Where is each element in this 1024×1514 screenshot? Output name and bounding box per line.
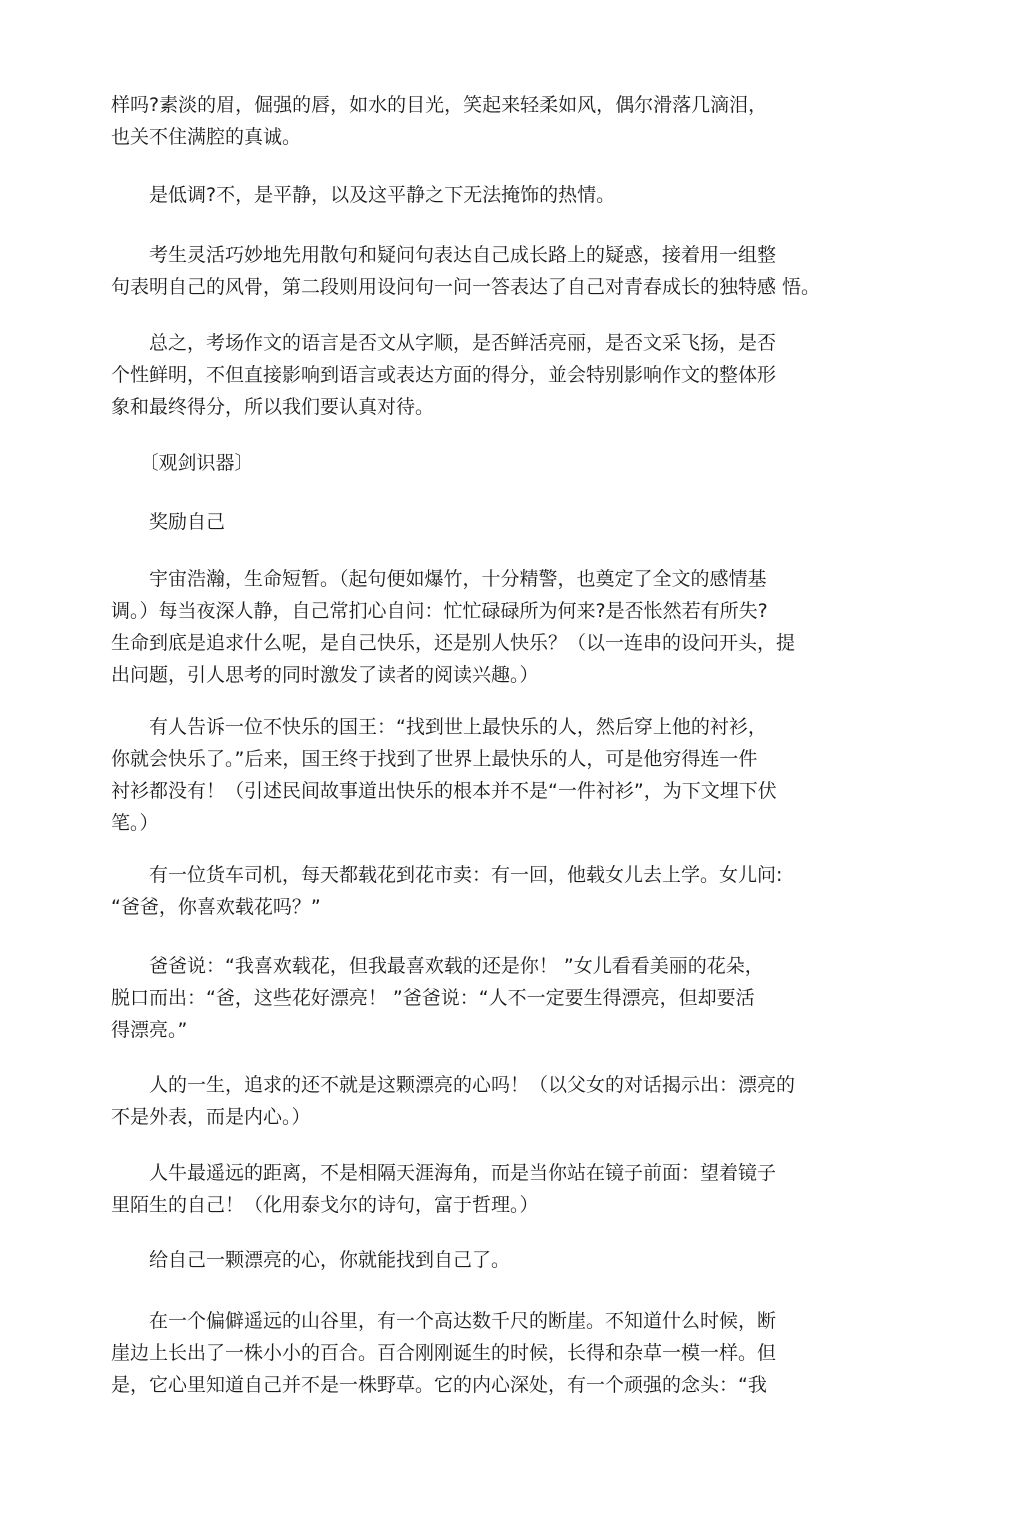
text-line: 得漂亮。” bbox=[111, 1019, 188, 1041]
paragraph bbox=[111, 711, 901, 839]
paragraph bbox=[111, 89, 901, 153]
essay-title: 奖励自己 bbox=[111, 511, 226, 533]
paragraph bbox=[111, 859, 901, 923]
paragraph bbox=[111, 1244, 901, 1276]
text-line: 里陌生的自己！（化用泰戈尔的诗句，富于哲理。） bbox=[111, 1194, 539, 1216]
text-line: 个性鲜明，不但直接影响到语言或表达方面的得分，並会特别影响作文的整体形 bbox=[111, 364, 777, 386]
text-line: 有人告诉一位不快乐的国王：“找到世上最快乐的人，然后穿上他的衬衫， bbox=[111, 716, 767, 738]
text-line: 调。）每当夜深人静，自己常扪心自问：忙忙碌碌所为何来?是否怅然若有所失? bbox=[111, 600, 768, 622]
text-line: 笔。） bbox=[111, 812, 159, 834]
text-line: 总之，考场作文的语言是否文从字顺，是否鲜活亮丽，是否文采飞扬，是否 bbox=[111, 332, 777, 354]
text-line: “爸爸，你喜欢载花吗？” bbox=[111, 896, 321, 918]
text-line: 是低调?不，是平静，以及这平静之下无法掩饰的热情。 bbox=[111, 184, 616, 206]
text-line: 有一位货车司机，每天都载花到花市卖：有一回，他载女儿去上学。女儿问: bbox=[111, 864, 783, 886]
paragraph bbox=[111, 327, 901, 423]
text-line: 象和最终得分，所以我们要认真对待。 bbox=[111, 396, 435, 418]
text-line: 你就会快乐了。”后来，国王终于找到了世界上最快乐的人，可是他穷得连一件 bbox=[111, 748, 758, 770]
paragraph bbox=[111, 1305, 901, 1401]
text-line: 衬衫都没有！（引述民间故事道出快乐的根本并不是“一件衬衫”，为下文埋下伏 bbox=[111, 780, 777, 802]
paragraph bbox=[111, 1069, 901, 1133]
paragraph bbox=[111, 563, 901, 691]
text-line: 出问题，引人思考的同时激发了读者的阅读兴趣。） bbox=[111, 664, 539, 686]
text-line: 样吗?素淡的眉，倔强的唇，如水的目光，笑起来轻柔如风，偶尔滑落几滴泪， bbox=[111, 94, 768, 116]
text-line: 生命到底是追求什么呢，是自己快乐，还是别人快乐？（以一连串的设问开头，提 bbox=[111, 632, 796, 654]
paragraph bbox=[111, 179, 901, 211]
paragraph bbox=[111, 239, 901, 303]
text-line: 宇宙浩瀚，生命短暂。（起句便如爆竹，十分精警，也奠定了全文的感情基 bbox=[111, 568, 767, 590]
text-line: 人的一生，追求的还不就是这颗漂亮的心吗！（以父女的对话揭示出：漂亮的 bbox=[111, 1074, 796, 1096]
text-line: 也关不住满腔的真诚。 bbox=[111, 126, 302, 148]
text-line: 崖边上长出了一株小小的百合。百合刚刚诞生的时候，长得和杂草一模一样。但 bbox=[111, 1342, 777, 1364]
text-line: 不是外表，而是内心。） bbox=[111, 1106, 311, 1128]
paragraph bbox=[111, 950, 901, 1046]
paragraph bbox=[111, 506, 901, 538]
text-line: 人牛最遥远的距离，不是相隔天涯海角，而是当你站在镜子前面：望着镜子 bbox=[111, 1162, 777, 1184]
text-line: 爸爸说：“我喜欢载花，但我最喜欢载的还是你！ ”女儿看看美丽的花朵， bbox=[111, 955, 764, 977]
text-line: 脱口而出：“爸，这些花好漂亮！ ”爸爸说：“人不一定要生得漂亮，但却要活 bbox=[111, 987, 755, 1009]
paragraph bbox=[111, 447, 901, 479]
text-line: 句表明自己的风骨，第二段则用设问句一问一答表达了自己对青春成长的独特感 悟。 bbox=[111, 276, 821, 298]
paragraph bbox=[111, 1157, 901, 1221]
text-line: 在一个偏僻遥远的山谷里，有一个高达数千尺的断崖。不知道什么时候，断 bbox=[111, 1310, 777, 1332]
section-heading: 〔观剑识器〕 bbox=[111, 452, 254, 474]
text-line: 是，它心里知道自己并不是一株野草。它的内心深处，有一个顽强的念头：“我 bbox=[111, 1374, 767, 1396]
text-line: 考生灵活巧妙地先用散句和疑问句表达自己成长路上的疑惑，接着用一组整 bbox=[111, 244, 777, 266]
text-line: 给自己一颗漂亮的心，你就能找到自己了。 bbox=[111, 1249, 511, 1271]
